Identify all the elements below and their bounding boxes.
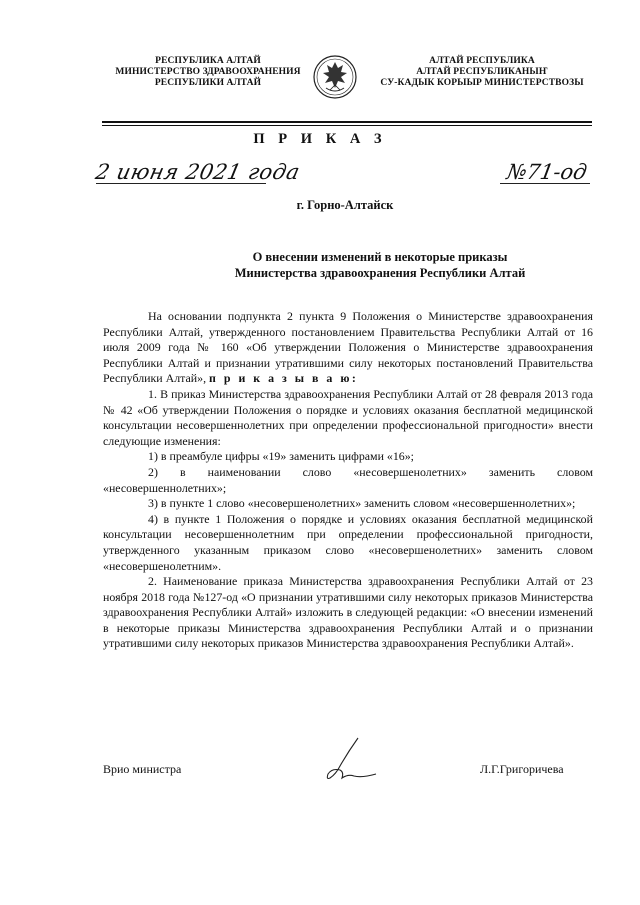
paragraph-1-item-1: 1) в преамбуле цифры «19» заменить цифрами «16»; — [148, 449, 414, 464]
number-underline — [500, 183, 590, 184]
order-subject — [160, 249, 600, 281]
header-left-line-1: РЕСПУБЛИКА АЛТАЙ — [155, 56, 261, 66]
intro-text: На основании подпункта 2 пункта 9 Положения о Министерстве здравоохранения Республики Алтай, утвержденного постановлением Правительства Республики Алтай от 16 июля 2009 года № 160 «Об утверждении Положения о Министерстве здравоохранения Республики Алтай и признании утратившими силу некоторых постановлений Правительства Республики Алтай», — [103, 309, 593, 386]
intro-paragraph — [103, 309, 593, 387]
date-underline — [96, 183, 266, 184]
handwritten-order-number: №71-од — [504, 160, 589, 184]
header-left — [88, 56, 328, 89]
header-right — [352, 56, 612, 89]
header-right-line-2: АЛТАЙ РЕСПУБЛИКАНЫҤ — [416, 67, 548, 77]
handwritten-signature — [318, 734, 380, 784]
document-title: П Р И К А З — [253, 131, 387, 147]
paragraph-1: 1. В приказ Министерства здравоохранения Республики Алтай от 28 февраля 2013 года № 42 «Об утверждении Положения о порядке и условиях оказания бесплатной медицинской консультации несовершеннолетних при определении профессиональной пригодности» внести следующие изменения: — [103, 386, 593, 448]
paragraph-1-item-4: 4) в пункте 1 Положения о порядке и условиях оказания бесплатной медицинской консультации несовершеннолетним при определении профессиональной пригодности, утвержденного указанным приказом слово «несовершенолетних» заменить словом «несовершенолетним». — [103, 511, 593, 573]
paragraph-1-item-2: 2) в наименовании слово «несовершенолетних» заменить словом «несовершеннолетних»; — [103, 464, 593, 495]
city: г. Горно-Алтайск — [296, 198, 394, 212]
order-colon: : — [351, 371, 356, 386]
header-rule-thick — [102, 121, 592, 123]
signatory-role: Врио министра — [103, 762, 182, 776]
subject-line-2: Министерства здравоохранения Республики Алтай — [234, 266, 526, 280]
order-body — [103, 309, 593, 652]
signatory-name: Л.Г.Григоричева — [480, 762, 564, 776]
header-left-line-2: МИНИСТЕРСТВО ЗДРАВООХРАНЕНИЯ — [115, 67, 301, 77]
header-right-line-3: СУ-КАДЫК КОРЫЫР МИНИСТЕРСТВОЗЫ — [380, 78, 584, 88]
handwritten-date: 2 июня 2021 года — [93, 160, 303, 184]
order-word: п р и к а з ы в а ю — [209, 371, 352, 386]
paragraph-2: 2. Наименование приказа Министерства здравоохранения Республики Алтай от 23 ноября 2018 года №127-од «О признании утратившими силу некоторых приказов Министерства здравоохранения Республики Алтай» изложить в следующей редакции: «О внесении изменений в некоторые приказы Министерства здравоохранения Республики Алтай и о признании утратившими силу некоторых приказов Министерства здравоохранения Республики Алтай». — [103, 574, 593, 651]
header-rule-thin — [102, 125, 592, 126]
paragraph-1-item-3: 3) в пункте 1 слово «несовершенолетних» заменить словом «несовершеннолетних»; — [148, 496, 576, 511]
header-right-line-1: АЛТАЙ РЕСПУБЛИКА — [429, 56, 535, 66]
subject-line-1: О внесении изменений в некоторые приказы — [252, 250, 508, 264]
header-left-line-3: РЕСПУБЛИКИ АЛТАЙ — [154, 78, 262, 88]
